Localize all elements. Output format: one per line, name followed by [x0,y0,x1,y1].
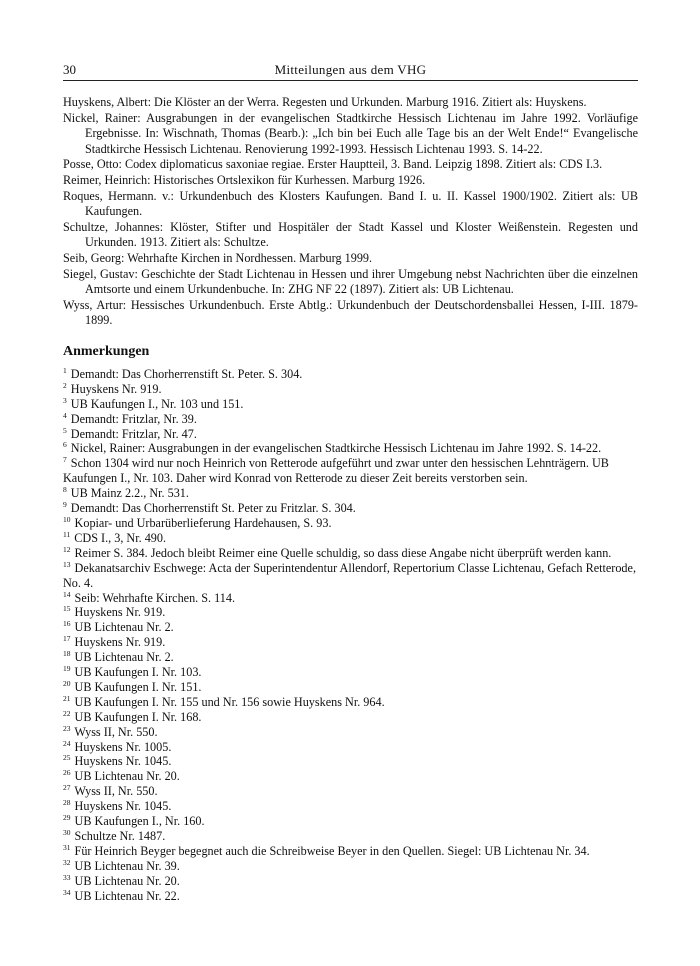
footnote-number: 14 [63,589,71,599]
footnote [63,605,638,620]
footnote [63,620,638,635]
footnote [63,382,638,397]
footnote-number: 29 [63,813,71,823]
bibliography-entry: Schultze, Johannes: Klöster, Stifter und Hospitäler der Stadt Kassel und Kloster Weißenstein. Regesten und Urkunden. 1913. Zitiert als: Schultze. [63,219,638,250]
footnote [63,456,638,486]
footnote-number: 28 [63,798,71,808]
footnote-number: 30 [63,828,71,837]
footnote-text: UB Mainz 2.2., Nr. 531. [70,486,189,501]
bibliography-entry: Posse, Otto: Codex diplomaticus saxoniae regiae. Erster Hauptteil, 3. Band. Leipzig 1898. Zitiert als: CDS I.3. [63,157,603,172]
footnote-text: Huyskens Nr. 919. [74,635,166,650]
footnote [63,769,638,784]
footnote [63,516,638,531]
footnote-number: 27 [63,783,71,793]
footnote-number: 6 [63,440,67,450]
footnote-text: Dekanatsarchiv Eschwege: Acta der Superintendentur Allendorf, Repertorium Classe Lichtenau, Gefach Retterode, No. 4. [63,560,636,590]
bibliography-entry: Seib, Georg: Wehrhafte Kirchen in Nordhessen. Marburg 1999. [63,250,373,265]
footnote [63,725,638,740]
footnote [63,665,638,680]
footnote-number: 33 [63,872,71,882]
footnote [63,799,638,814]
bibliography-entry: Wyss, Artur: Hessisches Urkundenbuch. Erste Abtlg.: Urkundenbuch der Deutschordensballei Hessen, I-III. 1879-1899. [63,297,638,328]
footnote-text: UB Kaufungen I. Nr. 155 und Nr. 156 sowie Huyskens Nr. 964. [74,694,385,709]
footnote-text: UB Kaufungen I. Nr. 168. [74,709,202,724]
footnote-text: UB Kaufungen I. Nr. 151. [74,679,202,694]
footnote-number: 7 [63,455,67,465]
footnote [63,561,638,591]
footnote-text: Nickel, Rainer: Ausgrabungen in der evangelischen Stadtkirche Hessisch Lichtenau im Jahre 1992. S. 14-22. [70,441,602,456]
footnote-text: Huyskens Nr. 1045. [74,799,172,814]
notes-heading: Anmerkungen [63,343,150,359]
footnote-number: 24 [63,738,71,748]
bibliography-entry: Reimer, Heinrich: Historisches Ortslexikon für Kurhessen. Marburg 1926. [63,172,426,187]
footnote [63,650,638,665]
footnote [63,501,638,516]
bibliography-entry: Siegel, Gustav: Geschichte der Stadt Lichtenau in Hessen und ihrer Umgebung nebst Nachrichten über die einzelnen Amtsorte und einem Urkundenbuche. In: ZHG NF 22 (1897). Zitiert als: UB Lichtenau. [63,266,638,297]
bibliography-list [63,95,638,329]
footnote [63,680,638,695]
footnote-text: UB Lichtenau Nr. 22. [74,888,180,903]
footnote [63,740,638,755]
footnote-text: Seib: Wehrhafte Kirchen. S. 114. [74,590,236,605]
notes-list [63,367,638,904]
footnote-number: 5 [63,425,67,435]
footnote-text: CDS I., 3, Nr. 490. [74,530,167,545]
footnote-text: UB Lichtenau Nr. 39. [74,858,180,873]
footnote [63,695,638,710]
footnote-number: 4 [63,410,67,420]
footnote-text: Huyskens Nr. 1005. [74,739,172,754]
page-number: 30 [63,62,76,77]
footnote [63,814,638,829]
footnote-number: 21 [63,693,71,703]
footnote-text: Wyss II, Nr. 550. [74,784,158,799]
footnote [63,829,638,844]
footnote [63,889,638,904]
footnote [63,441,638,456]
footnote-text: Schon 1304 wird nur noch Heinrich von Retterode aufgeführt und zwar unter den hessischen Lehnträgern. UB Kaufungen I., Nr. 103. Daher wird Konrad von Retterode zu dieser Zeit bereits verstorben sein. [63,456,609,486]
footnote-number: 16 [63,619,71,629]
footnote-number: 12 [63,544,71,554]
bibliography-entry: Nickel, Rainer: Ausgrabungen in der evangelischen Stadtkirche Hessisch Lichtenau im Jahre 1992. Vorläufige Ergebnisse. In: Wischnath, Thomas (Bearb.): „Ich bin bei Euch alle Tage bis an der Welt Ende!“ Evangelische Stadtkirche Hessisch Lichtenau. Renovierung 1992-1993. Hessisch Lichtenau 1993. S. 14-22. [63,110,638,156]
footnote-text: Schultze Nr. 1487. [74,829,166,843]
footnote-number: 19 [63,664,71,674]
footnote-text: Wyss II, Nr. 550. [74,724,158,739]
footnote [63,531,638,546]
footnote-text: UB Kaufungen I. Nr. 103. [74,665,202,680]
footnote [63,546,638,561]
footnote-number: 17 [63,634,71,644]
footnote-text: Kopiar- und Urbarüberlieferung Hardehausen, S. 93. [74,515,332,530]
footnote-number: 9 [63,500,67,510]
footnote [63,486,638,501]
footnote [63,859,638,874]
footnote-text: Für Heinrich Beyger begegnet auch die Schreibweise Beyer in den Quellen. Siegel: UB Lichtenau Nr. 34. [74,843,590,858]
footnote-text: Huyskens Nr. 919. [70,381,162,396]
footnote-text: Huyskens Nr. 1045. [74,754,172,769]
footnote-text: UB Lichtenau Nr. 20. [74,769,180,784]
footnote [63,710,638,725]
footnote-text: UB Lichtenau Nr. 2. [74,620,174,635]
footnote-number: 2 [63,380,67,390]
footnote-number: 18 [63,649,71,659]
footnote [63,874,638,889]
footnote [63,754,638,769]
footnote [63,784,638,799]
bibliography-entry: Roques, Hermann. v.: Urkundenbuch des Klosters Kaufungen. Band I. u. II. Kassel 1900/1902. Zitiert als: UB Kaufungen. [63,188,638,219]
footnote-text: Demandt: Fritzlar, Nr. 47. [70,426,197,441]
page-header [63,62,638,81]
footnote-number: 11 [63,529,71,539]
footnote [63,844,638,859]
footnote-number: 32 [63,857,71,867]
footnote-number: 20 [63,678,71,688]
footnote-text: Demandt: Das Chorherrenstift St. Peter zu Fritzlar. S. 304. [70,501,356,516]
footnote-text: UB Lichtenau Nr. 2. [74,650,174,665]
footnote [63,367,638,382]
footnote [63,397,638,412]
footnote-number: 10 [63,514,71,524]
footnote-number: 3 [63,395,67,405]
footnote-number: 34 [63,887,71,897]
running-title: Mitteilungen aus dem VHG [274,62,427,77]
footnote-text: UB Kaufungen I., Nr. 160. [74,814,205,829]
footnote-number: 22 [63,708,71,718]
footnote-number: 15 [63,604,71,614]
footnote [63,635,638,650]
footnote [63,427,638,442]
footnote-text: Reimer S. 384. Jedoch bleibt Reimer eine Quelle schuldig, so dass diese Angabe nicht überprüft werden kann. [74,545,612,560]
footnote-number: 25 [63,753,71,763]
footnote-text: UB Kaufungen I., Nr. 103 und 151. [70,396,244,411]
footnote-text: Huyskens Nr. 919. [74,605,166,620]
footnote [63,412,638,427]
bibliography-entry: Huyskens, Albert: Die Klöster an der Werra. Regesten und Urkunden. Marburg 1916. Zitiert als: Huyskens. [63,95,587,109]
footnote-text: Demandt: Fritzlar, Nr. 39. [70,411,197,426]
footnote-number: 26 [63,768,71,778]
footnote-number: 8 [63,485,67,495]
footnote-number: 13 [63,559,71,569]
footnote-text: Demandt: Das Chorherrenstift St. Peter. S. 304. [70,366,303,381]
footnote-number: 31 [63,842,71,852]
footnote [63,591,638,606]
footnote-number: 1 [63,365,67,375]
footnote-text: UB Lichtenau Nr. 20. [74,873,180,888]
footnote-number: 23 [63,723,71,733]
